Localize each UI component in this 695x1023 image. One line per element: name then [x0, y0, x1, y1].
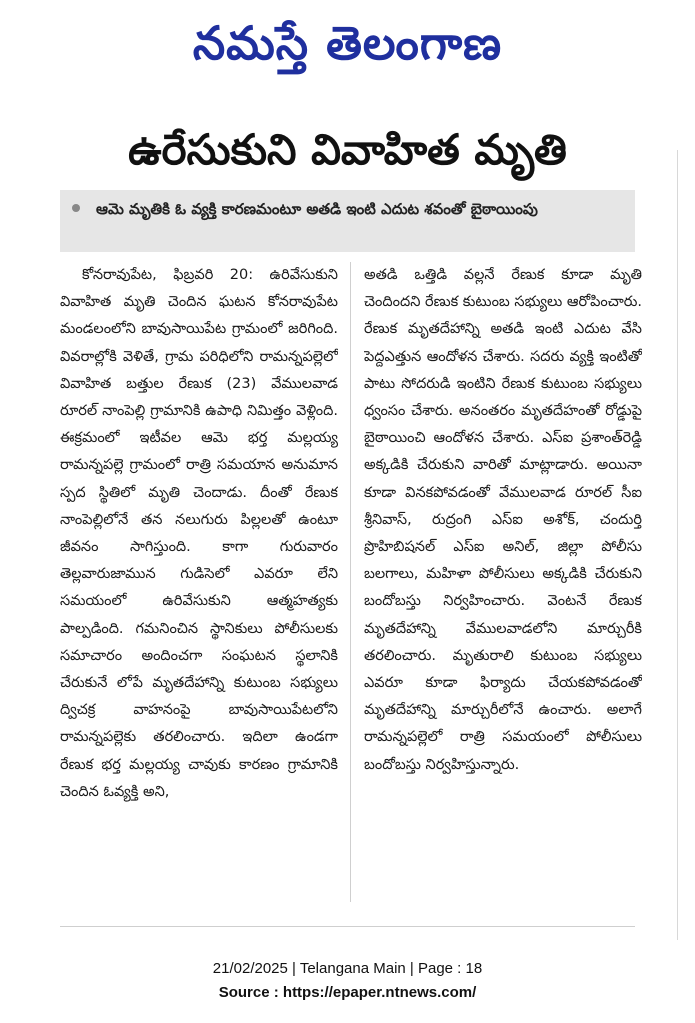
clipping-edge	[677, 150, 678, 940]
article-column-left	[60, 262, 338, 902]
article-body-left: కోనరావుపేట, ఫిబ్రవరి 20: ఉరివేసుకుని వివాహిత మృతి చెందిన ఘటన కోనరావుపేట మండలంలోని బావుసాయిపేట గ్రామంలో జరిగింది. వివరాల్లోకి వెళితే, గ్రామ పరిధిలోని రామన్నపల్లెలో వివాహిత బత్తుల రేణుక (23) వేములవాడ రూరల్ నాంపెల్లి గ్రామానికి ఉపాధి నిమిత్తం వెళ్లింది. ఈక్రమంలో ఇటీవల ఆమె భర్త మల్లయ్య రామన్నపల్లె గ్రామంలో రాత్రి సమయాన అనుమాన స్పద స్థితిలో మృతి చెందాడు. దీంతో రేణుక నాంపెల్లిలోనే తన నలుగురు పిల్లలతో ఉంటూ జీవనం సాగిస్తుంది. కాగా గురువారం తెల్లవారుజామున గుడిసెలో ఎవరూ లేని సమయంలో ఉరివేసుకుని ఆత్మహత్యకు పాల్పడింది. గమనించిన స్థానికులు పోలీసులకు సమాచారం అందించగా సంఘటన స్థలానికి చేరుకునే లోపే మృతదేహాన్ని కుటుంబ సభ్యులు ద్విచక్ర వాహనంపై బావుసాయిపేటలోని రామన్నపల్లెకు తరలించారు. ఇదిలా ఉండగా రేణుక భర్త మల్లయ్య చావుకు కారణం గ్రామానికి చెందిన ఓవ్యక్తి అని,	[60, 267, 338, 800]
footer-source-link: Source : https://epaper.ntnews.com/	[218, 984, 477, 1001]
bullet-icon	[72, 204, 80, 212]
footer-date-edition: 21/02/2025 | Telangana Main | Page : 18	[212, 960, 483, 977]
page-footer	[0, 957, 695, 1005]
newspaper-masthead: నమస్తే తెలంగాణ	[192, 16, 503, 70]
article-bottom-divider	[60, 926, 635, 927]
column-divider	[350, 262, 351, 902]
article-subhead-box	[60, 190, 635, 252]
article-column-right	[364, 262, 642, 902]
article-subhead: ఆమె మృతికి ఓ వ్యక్తి కారణమంటూ అతడి ఇంటి ఎదుట శవంతో బైఠాయింపు	[96, 200, 538, 218]
article-headline: ఉరేసుకుని వివాహిత మృతి	[128, 125, 567, 174]
article-body-right: అతడి ఒత్తిడి వల్లనే రేణుక కూడా మృతి చెందిందని రేణుక కుటుంబ సభ్యులు ఆరోపించారు. రేణుక మృతదేహాన్ని అతడి ఇంటి ఎదుట వేసి పెద్దఎత్తున ఆందోళన చేశారు. సదరు వ్యక్తి ఇంటితో పాటు సోదరుడి ఇంటిని రేణుక కుటుంబ సభ్యులు ధ్వంసం చేశారు. అనంతరం మృతదేహంతో రోడ్డుపై బైఠాయించి ఆందోళన చేశారు. ఎస్ఐ ప్రశాంత్‌రెడ్డి అక్కడికి చేరుకుని వారితో మాట్లాడారు. అయినా కూడా వినకపోవడంతో వేములవాడ రూరల్ సీఐ శ్రీనివాస్, రుద్రంగి ఎస్ఐ అశోక్, చందుర్తి ప్రొహిబిషనల్ ఎస్ఐ అనిల్, జిల్లా పోలీసు బలగాలు, మహిళా పోలీసులు అక్కడికి చేరుకుని బందోబస్తు నిర్వహించారు. వెంటనే రేణుక మృతదేహాన్ని వేములవాడలోని మార్చురీకి తరలించారు. మృతురాలి కుటుంబ సభ్యులు ఎవరూ కూడా ఫిర్యాదు చేయకపోవడంతో మృతదేహాన్ని మార్చురీలోనే ఉంచారు. అలాగే రామన్నపల్లెలో రాత్రి సమయంలో పోలీసులు బందోబస్తు నిర్వహిస్తున్నారు.	[364, 267, 642, 773]
